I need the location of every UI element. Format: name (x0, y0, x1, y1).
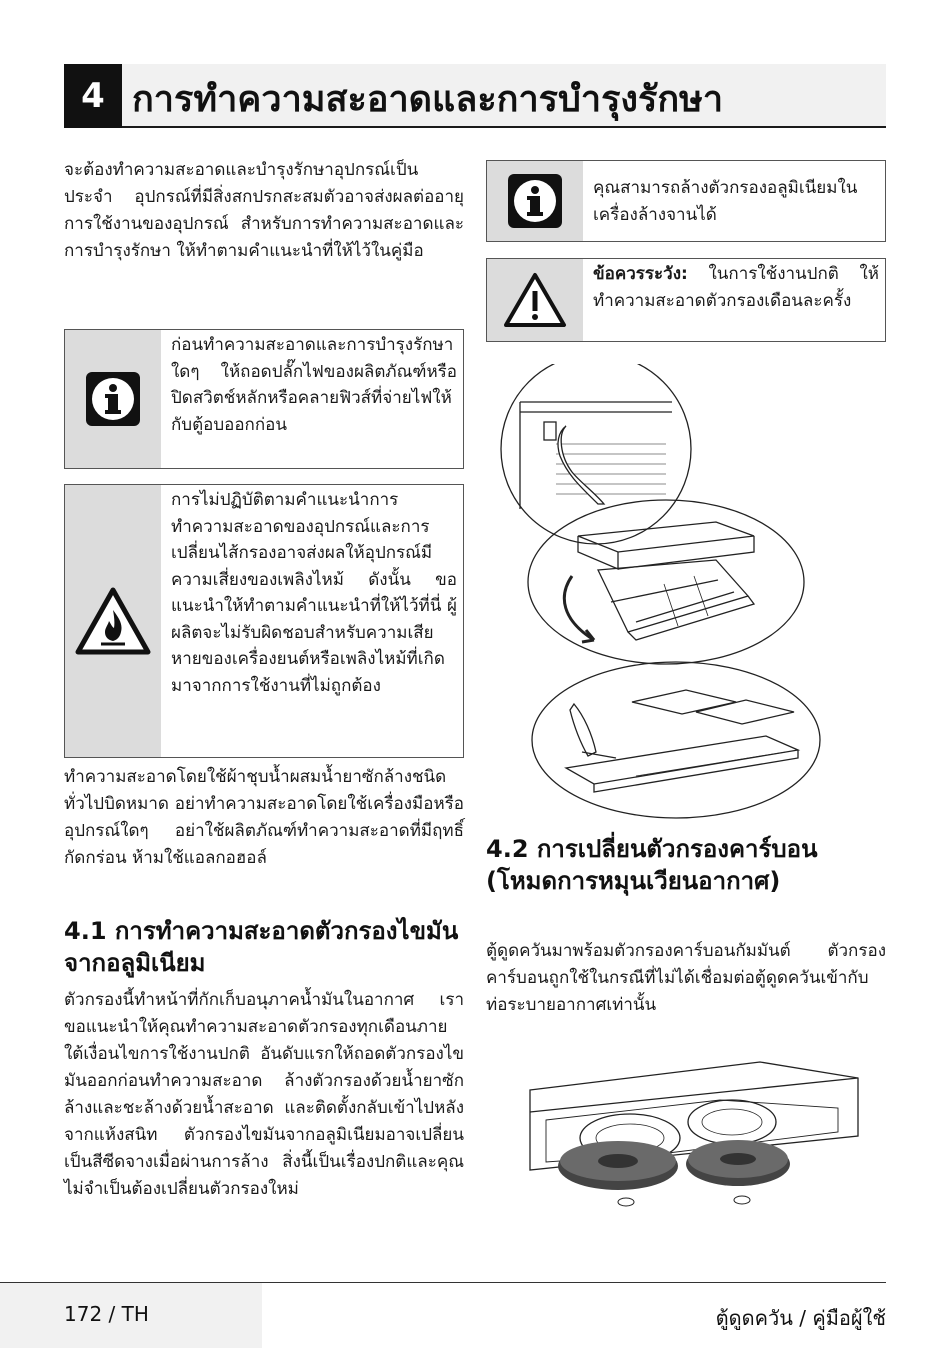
caution-text (593, 261, 879, 314)
caution-body: ในการใช้งานปกติ ให้ทำความสะอาดตัวกรองเดือนละครั้ง (593, 264, 879, 311)
caution-icon (487, 259, 583, 341)
filter-removal-illustration (486, 364, 886, 822)
footer-page-number: 172 / TH (64, 1302, 149, 1326)
section-4-2-body: ตู้ดูดควันมาพร้อมตัวกรองคาร์บอนกัมมันต์ ตัวกรองคาร์บอนถูกใช้ในกรณีที่ไม่ได้เชื่อมต่อตู้ดูดควันเข้ากับท่อระบายอากาศเท่านั้น (486, 941, 886, 1015)
section-4-1-title: 4.1 การทำความสะอาดตัวกรองไขมันจากอลูมิเนียม (64, 917, 459, 977)
fire-warning-icon (65, 485, 161, 757)
section-4-2-title: 4.2 การเปลี่ยนตัวกรองคาร์บอน (โหมดการหมุนเวียนอากาศ) (486, 835, 818, 895)
dishwasher-note-text: คุณสามารถล้างตัวกรองอลูมิเนียมในเครื่องล้างจานได้ (593, 178, 858, 225)
intro-paragraph: จะต้องทำความสะอาดและบำรุงรักษาอุปกรณ์เป็นประจำ อุปกรณ์ที่มีสิ่งสกปรกสะสมตัวอาจส่งผลต่ออายุการใช้งานของอุปกรณ์ สำหรับการทำความสะอาดและการบำรุงรักษา ให้ทำตามคำแนะนำที่ให้ไว้ในคู่มือ (64, 160, 464, 261)
fire-warning-text: การไม่ปฏิบัติตามคำแนะนำการทำความสะอาดของอุปกรณ์และการเปลี่ยนไส้กรองอาจส่งผลให้อุปกรณ์มีความเสี่ยงของเพลิงไหม้ ดังนั้น ขอแนะนำให้ทำตามคำแนะนำที่ให้ไว้ที่นี่ ผู้ผลิตจะไม่รับผิดชอบสำหรับความเสียหายของเครื่องยนต์หรือเพลิงไหม้ที่เกิดมาจากการใช้งานที่ไม่ถูกต้อง (171, 490, 457, 696)
chapter-number: 4 (64, 64, 122, 128)
chapter-title: การทำความสะอาดและการบำรุงรักษา (132, 79, 724, 120)
chapter-header (64, 64, 886, 128)
footer-doc-title: ตู้ดูดควัน / คู่มือผู้ใช้ (715, 1306, 886, 1330)
cleaning-paragraph: ทำความสะอาดโดยใช้ผ้าชุบน้ำผสมน้ำยาซักล้างชนิดทั่วไปบิดหมาด อย่าทำความสะอาดโดยใช้เครื่องมือหรืออุปกรณ์ใดๆ อย่าใช้ผลิตภัณฑ์ทำความสะอาดที่มีฤทธิ์กัดกร่อน ห้ามใช้แอลกอฮอล์ (64, 767, 464, 868)
carbon-filter-illustration (520, 1050, 866, 1220)
info-note-unplug (64, 329, 464, 469)
info-icon (65, 330, 161, 468)
info-icon (487, 161, 583, 241)
section-4-1-body: ตัวกรองนี้ทำหน้าที่กักเก็บอนุภาคน้ำมันในอากาศ เราขอแนะนำให้คุณทำความสะอาดตัวกรองทุกเดือนภายใต้เงื่อนไขการใช้งานปกติ อันดับแรกให้ถอดตัวกรองไขมันออกก่อนทำความสะอาด ล้างตัวกรองด้วยน้ำยาซักล้างและชะล้างด้วยน้ำสะอาด และติดตั้งกลับเข้าไปหลังจากแห้งสนิท ตัวกรองไขมันจากอลูมิเนียมอาจเปลี่ยนเป็นสีซีดจางเมื่อผ่านการล้าง สิ่งนี้เป็นเรื่องปกติและคุณไม่จำเป็นต้องเปลี่ยนตัวกรองใหม่ (64, 990, 464, 1199)
info-note-dishwasher (486, 160, 886, 242)
caution-note (486, 258, 886, 342)
fire-warning-note (64, 484, 464, 758)
info-note-text: ก่อนทำความสะอาดและการบำรุงรักษาใดๆ ให้ถอดปลั๊กไฟของผลิตภัณฑ์หรือปิดสวิตช์หลักหรือคลายฟิวส์ที่จ่ายไฟให้กับตู้อบออกก่อน (171, 335, 457, 435)
caution-label: ข้อควรระวัง: (593, 264, 688, 284)
